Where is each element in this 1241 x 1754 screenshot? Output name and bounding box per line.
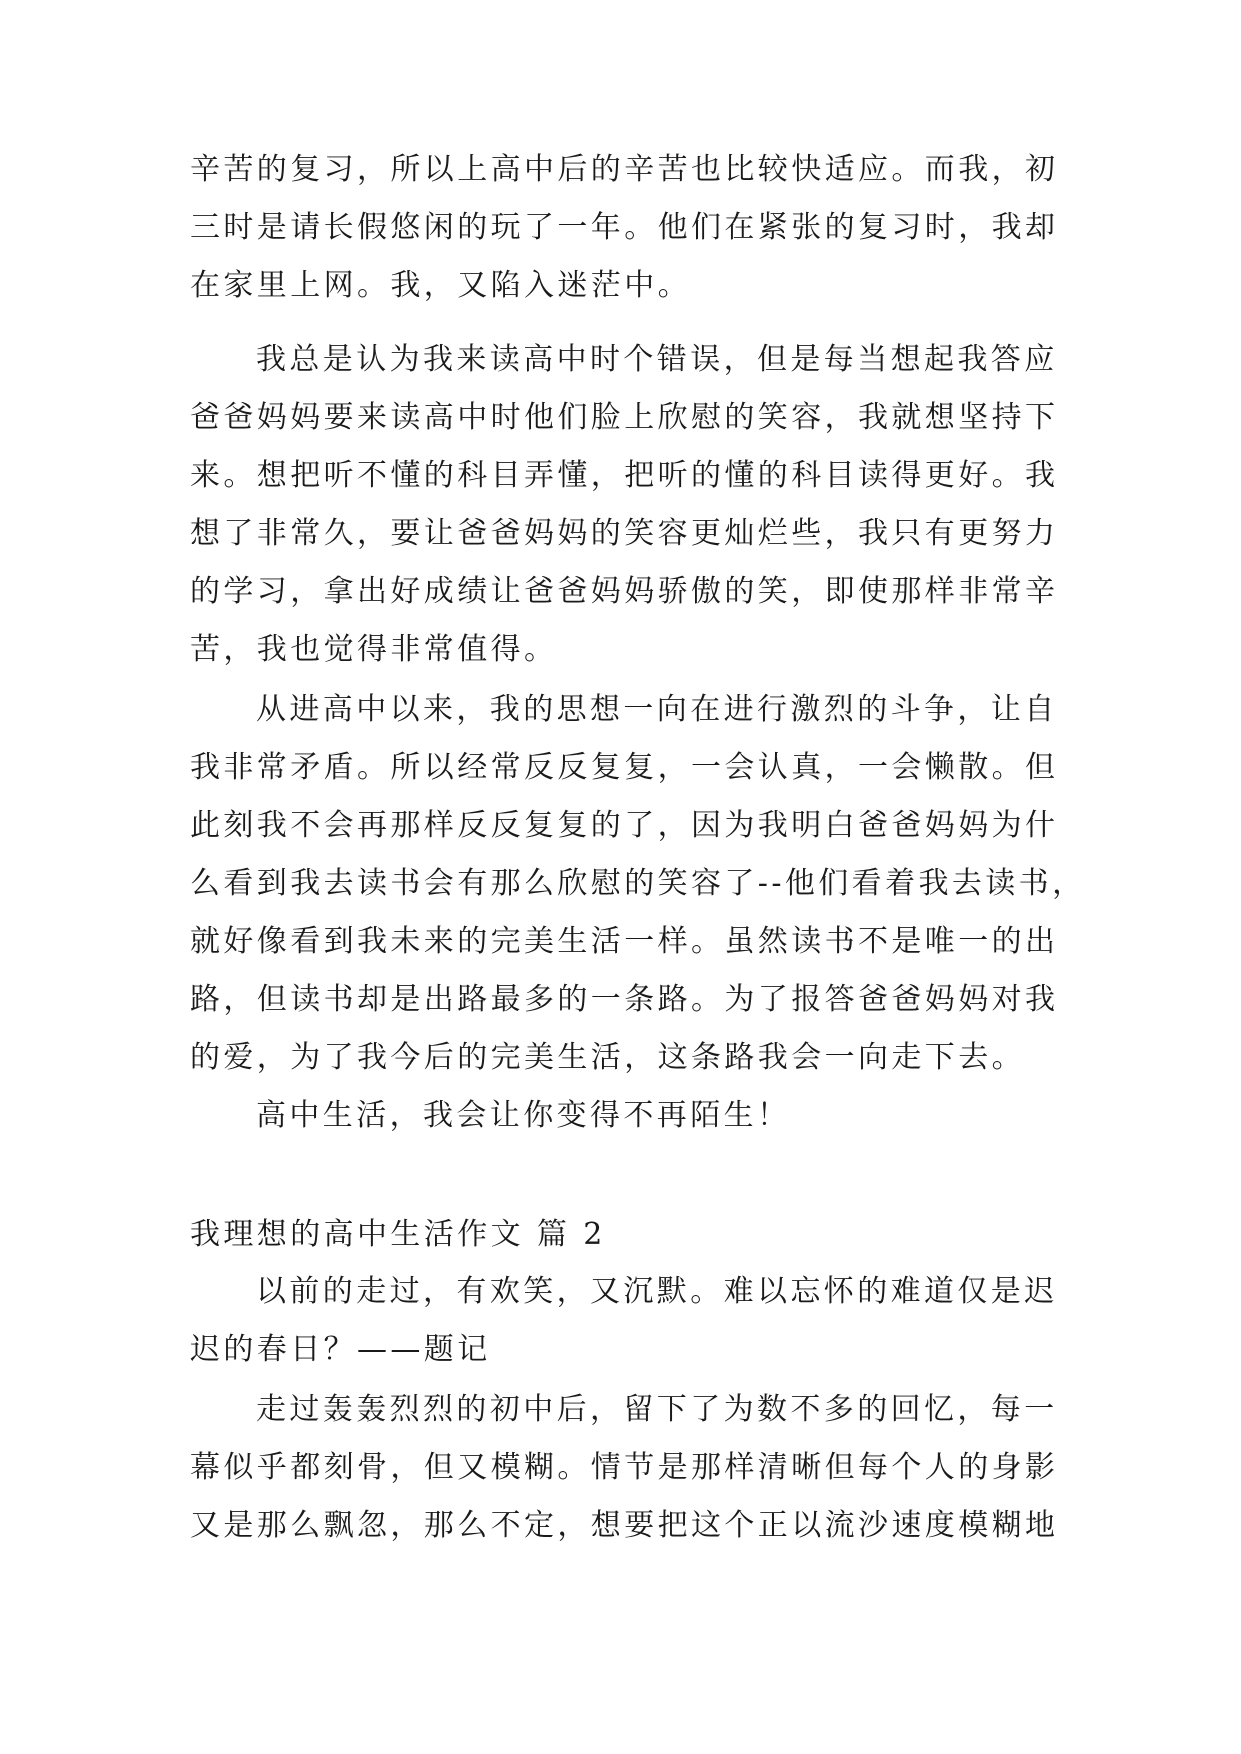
- text-line: 么看到我去读书会有那么欣慰的笑容了--他们看着我去读书，: [190, 866, 1086, 901]
- text-line: 幕似乎都刻骨，但又模糊。情节是那样清晰但每个人的身影: [190, 1450, 1059, 1485]
- text-line: 就好像看到我未来的完美生活一样。虽然读书不是唯一的出: [190, 924, 1059, 959]
- text-line: 想了非常久，要让爸爸妈妈的笑容更灿烂些，我只有更努力: [190, 516, 1059, 551]
- text-line: 迟的春日？——题记: [190, 1332, 491, 1367]
- text-line: 的学习，拿出好成绩让爸爸妈妈骄傲的笑，即使那样非常辛: [190, 574, 1059, 609]
- text-line: 爸爸妈妈要来读高中时他们脸上欣慰的笑容，我就想坚持下: [190, 400, 1059, 435]
- paragraph-first-line: 我总是认为我来读高中时个错误，但是每当想起我答应: [256, 342, 1058, 377]
- text-line: 又是那么飘忽，那么不定，想要把这个正以流沙速度模糊地: [190, 1508, 1059, 1543]
- text-line: 在家里上网。我，又陷入迷茫中。: [190, 268, 691, 303]
- text-line: 来。想把听不懂的科目弄懂，把听的懂的科目读得更好。我: [190, 458, 1059, 493]
- text-line: 路，但读书却是出路最多的一条路。为了报答爸爸妈妈对我: [190, 982, 1059, 1017]
- paragraph-first-line: 走过轰轰烈烈的初中后，留下了为数不多的回忆，每一: [256, 1392, 1058, 1427]
- text-line: 此刻我不会再那样反反复复的了，因为我明白爸爸妈妈为什: [190, 808, 1059, 843]
- text-line: 辛苦的复习，所以上高中后的辛苦也比较快适应。而我，初: [190, 152, 1059, 187]
- text-line: 的爱，为了我今后的完美生活，这条路我会一向走下去。: [190, 1040, 1025, 1075]
- paragraph-first-line: 高中生活，我会让你变得不再陌生！: [256, 1098, 791, 1133]
- paragraph-first-line: 以前的走过，有欢笑，又沉默。难以忘怀的难道仅是迟: [256, 1274, 1058, 1309]
- text-line: 三时是请长假悠闲的玩了一年。他们在紧张的复习时，我却: [190, 210, 1059, 245]
- text-line: 苦，我也觉得非常值得。: [190, 632, 558, 667]
- text-line: 我非常矛盾。所以经常反反复复，一会认真，一会懒散。但: [190, 750, 1059, 785]
- section-heading: 我理想的高中生活作文 篇 2: [190, 1217, 606, 1252]
- paragraph-first-line: 从进高中以来，我的思想一向在进行激烈的斗争，让自: [256, 692, 1058, 727]
